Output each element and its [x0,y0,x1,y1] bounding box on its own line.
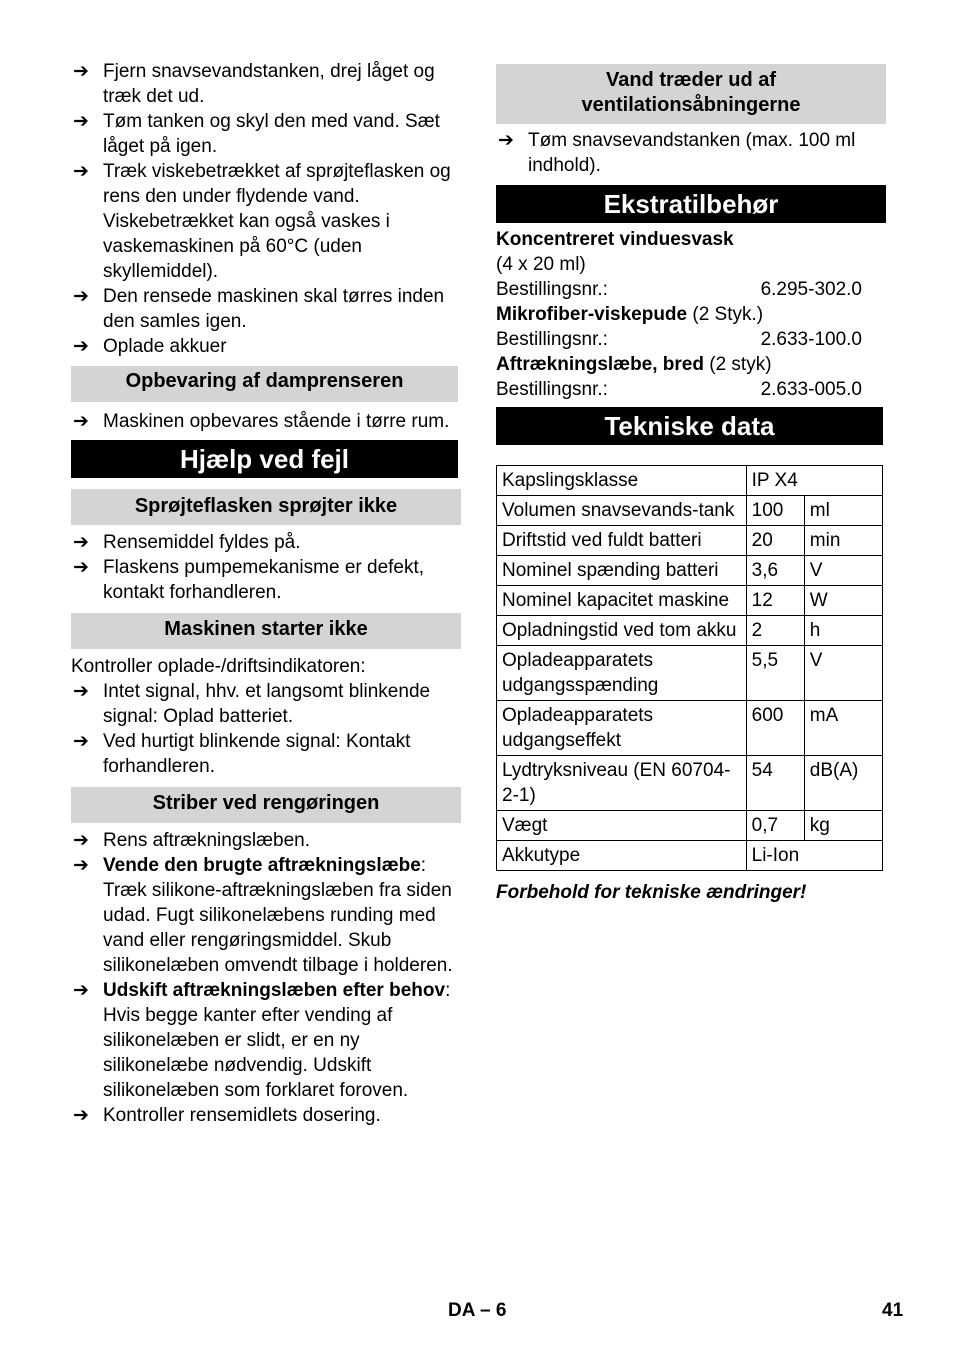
spec-value: 5,5 [746,646,804,701]
disclaimer-note: Forbehold for tekniske ændringer! [496,882,807,903]
spec-label: Opladningstid ved tom akku [497,616,747,646]
spec-label: Kapslingsklasse [497,466,747,496]
arrow-right-icon: ➔ [73,161,89,182]
spec-value: 3,6 [746,556,804,586]
arrow-right-icon: ➔ [73,731,89,752]
accessory-quantity: (2 Styk.) [687,304,764,325]
page-number: 41 [882,1300,904,1321]
step-text: Flaskens pumpemekanisme er defekt, kontakt forhandleren. [103,557,425,603]
list-item [71,284,461,334]
accessory-line [496,352,886,377]
spec-value: 2 [746,616,804,646]
list-item [496,128,886,178]
spec-value: 100 [746,496,804,526]
tech-data-heading: Tekniske data [496,407,883,445]
spec-value: Li-Ion [746,841,882,871]
step-text: Træk silikone-aftrækningslæben fra siden udad. Fugt silikonelæbens runding med vand eller rengøringsmiddel. Skub silikonelæben omvendt tilbage i holderen. [103,880,453,976]
tech-data-table [496,465,883,871]
arrow-right-icon: ➔ [73,1105,89,1126]
list-item [71,1103,461,1128]
spec-value: 0,7 [746,811,804,841]
accessory-name: Mikrofiber-viskepude [496,304,688,325]
spec-unit: ml [804,496,882,526]
table-row [497,616,883,646]
nostart-lead: Kontroller oplade-/driftsindikatoren: [71,656,366,677]
step-text: Kontroller rensemidlets dosering. [103,1105,381,1126]
spec-label: Nominel spænding batteri [497,556,747,586]
list-item [71,828,461,853]
step-text: Ved hurtigt blinkende signal: Kontakt forhandleren. [103,731,411,777]
right-column [496,64,886,905]
list-item [71,409,461,434]
arrow-right-icon: ➔ [73,111,89,132]
page-label: DA – 6 [448,1300,507,1321]
step-text: Maskinen opbevares stående i tørre rum. [103,411,450,432]
spec-unit: h [804,616,882,646]
order-number-row [496,327,886,352]
spec-value: IP X4 [746,466,882,496]
list-item [71,978,461,1103]
arrow-right-icon: ➔ [73,532,89,553]
table-row [497,496,883,526]
arrow-right-icon: ➔ [73,557,89,578]
table-row [497,646,883,701]
spec-unit: dB(A) [804,756,882,811]
list-item [71,729,461,779]
nostart-heading: Maskinen starter ikke [71,613,461,649]
step-colon: : [420,855,427,876]
list-item [71,853,461,978]
spec-unit: V [804,646,882,701]
accessory-name: Aftrækningslæbe, bred [496,354,704,375]
accessory-line [496,302,886,327]
spec-label: Vægt [497,811,747,841]
table-row [497,586,883,616]
arrow-right-icon: ➔ [73,336,89,357]
order-label: Bestillingsnr.: [496,279,608,300]
accessories-list [496,227,886,402]
spec-unit: W [804,586,882,616]
table-row [497,756,883,811]
arrow-right-icon: ➔ [73,286,89,307]
arrow-right-icon: ➔ [73,411,89,432]
spec-value: 600 [746,701,804,756]
arrow-right-icon: ➔ [498,130,514,151]
list-item [71,679,461,729]
spec-unit: V [804,556,882,586]
spec-value: 54 [746,756,804,811]
spec-label: Nominel kapacitet maskine [497,586,747,616]
step-text: Fjern snavsevandstanken, drej låget og træk det ud. [103,61,435,107]
order-number: 2.633-005.0 [760,379,862,400]
order-number-row [496,377,886,402]
spec-unit: mA [804,701,882,756]
accessory-quantity: (4 x 20 ml) [496,254,586,275]
step-text: Hvis begge kanter efter vending af silikonelæben er slidt, er en ny silikonelæbe nødvendig. Udskift silikonelæben som forklaret foroven. [103,1005,409,1101]
step-colon: : [445,980,451,1001]
arrow-right-icon: ➔ [73,681,89,702]
order-number: 2.633-100.0 [760,329,862,350]
accessory-name: Koncentreret vinduesvask [496,229,734,250]
spec-label: Opladeapparatets udgangseffekt [497,701,747,756]
table-row [497,466,883,496]
left-column [71,59,461,1128]
step-text: Oplade akkuer [103,336,227,357]
list-item [71,59,461,109]
step-text: Rens aftrækningslæben. [103,830,310,851]
list-item [71,530,461,555]
spec-value: 20 [746,526,804,556]
step-text: Den rensede maskinen skal tørres inden den samles igen. [103,286,445,332]
spec-unit: kg [804,811,882,841]
list-item [71,334,461,359]
order-label: Bestillingsnr.: [496,329,608,350]
arrow-right-icon: ➔ [73,61,89,82]
list-item [71,109,461,159]
arrow-right-icon: ➔ [73,830,89,851]
spec-label: Volumen snavsevands-tank [497,496,747,526]
step-title: Vende den brugte aftrækningslæbe [103,855,421,876]
spec-label: Lydtryksniveau (EN 60704-2-1) [497,756,747,811]
table-row [497,841,883,871]
step-text: Rensemiddel fyldes på. [103,532,301,553]
order-label: Bestillingsnr.: [496,379,608,400]
arrow-right-icon: ➔ [73,855,89,876]
step-text: Tøm snavsevandstanken (max. 100 ml indhold). [528,130,856,176]
table-row [497,556,883,586]
step-text: Træk viskebetrækket af sprøjteflasken og rens den under flydende vand. Viskebetrækket kan også vaskes i vaskemaskinen på 60°C (uden skyllemiddel). [103,161,451,282]
spray-heading: Sprøjteflasken sprøjter ikke [71,489,461,525]
step-title: Udskift aftrækningslæben efter behov [103,980,446,1001]
spec-label: Akkutype [497,841,747,871]
table-row [497,701,883,756]
arrow-right-icon: ➔ [73,980,89,1001]
accessory-quantity: (2 styk) [703,354,772,375]
table-row [497,811,883,841]
help-section-heading: Hjælp ved fejl [71,440,458,478]
step-text: Intet signal, hhv. et langsomt blinkende signal: Oplad batteriet. [103,681,431,727]
list-item [71,555,461,605]
accessories-heading: Ekstratilbehør [496,185,886,223]
spec-unit: min [804,526,882,556]
table-row [497,526,883,556]
spec-value: 12 [746,586,804,616]
spec-label: Driftstid ved fuldt batteri [497,526,747,556]
list-item [71,159,461,284]
storage-heading: Opbevaring af damprenseren [71,366,458,402]
order-number-row [496,277,886,302]
step-text: Tøm tanken og skyl den med vand. Sæt låget på igen. [103,111,440,157]
streaks-heading: Striber ved rengøringen [71,787,461,823]
spec-label: Opladeapparatets udgangsspænding [497,646,747,701]
order-number: 6.295-302.0 [760,279,862,300]
vent-heading: Vand træder ud af ventilationsåbningerne [496,64,886,124]
